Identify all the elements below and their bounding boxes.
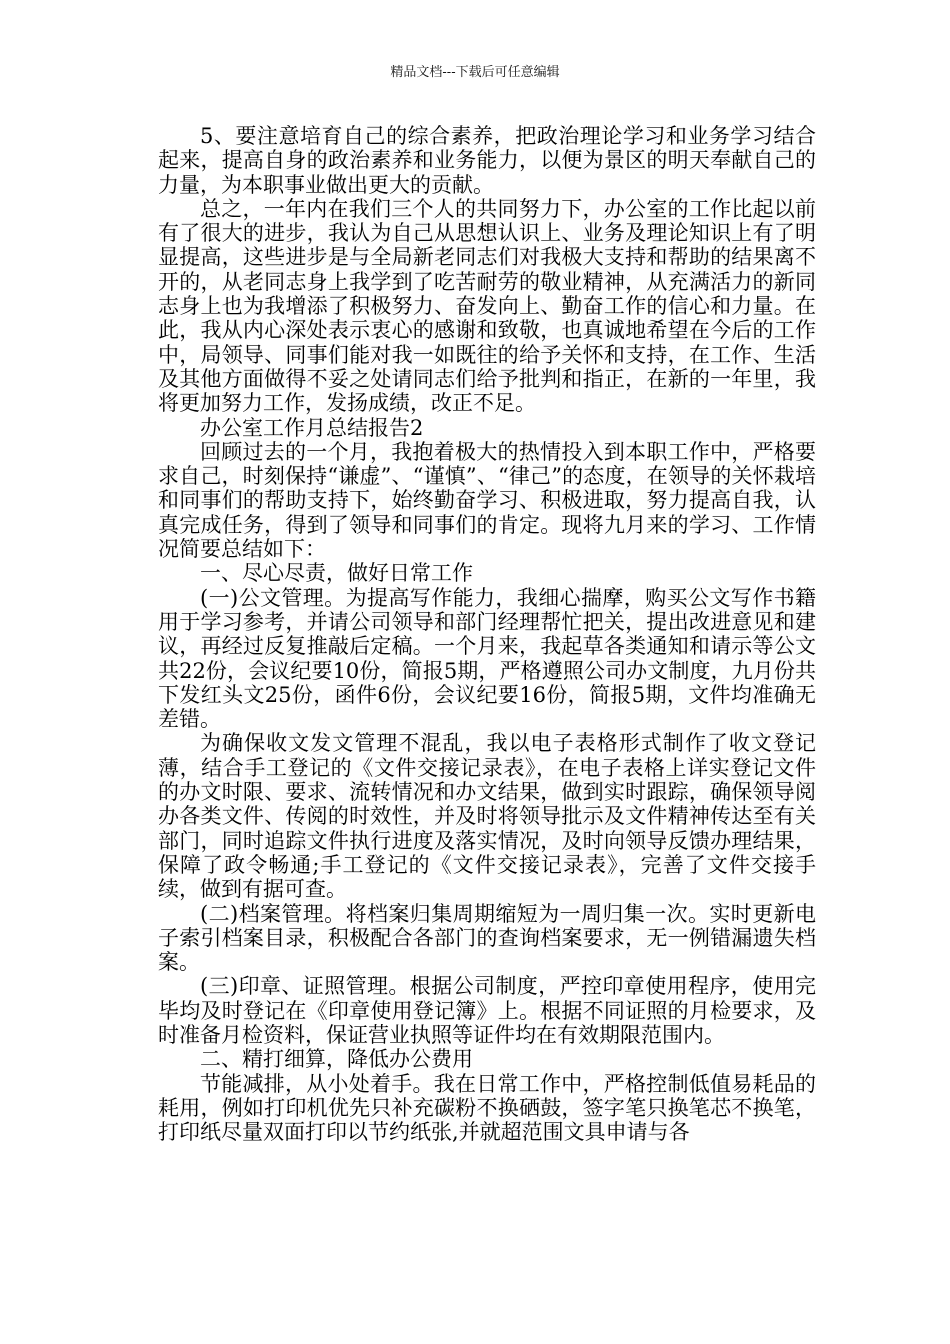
paragraph: 为确保收文发文管理不混乱，我以电子表格形式制作了收文登记薄，结合手工登记的《文件交接记录表》，在电子表格上详实登记文件的办文时限、要求、流转情况和办文结果，做到实时跟踪，确保领导阅办各类文件、传阅的时效性，并及时将领导批示及文件精神传达至有关部门，同时追踪文件执行进度及落实情况，及时向领导反馈办理结果，保障了政令畅通;手工登记的《文件交接记录表》，完善了文件交接手续，做到有据可查。	[158, 731, 816, 902]
section-title: 办公室工作月总结报告2	[200, 415, 424, 440]
section-heading: 二、精打细算，降低办公费用	[200, 1047, 473, 1072]
paragraph: 回顾过去的一个月，我抱着极大的热情投入到本职工作中，严格要求自己，时刻保持“谦虚”、“谨慎”、“律己”的态度，在领导的关怀栽培和同事们的帮助支持下，始终勤奋学习、积极进取，努力提高自我，认真完成任务，得到了领导和同事们的肯定。现将九月来的学习、工作情况简要总结如下：	[158, 439, 816, 562]
paragraph: (二)档案管理。将档案归集周期缩短为一周归集一次。实时更新电子索引档案目录，积极配合各部门的查询档案要求，无一例错漏遗失档案。	[158, 901, 816, 975]
page-header: 精品文档---下载后可任意编辑	[390, 65, 560, 80]
document-body	[158, 124, 816, 1144]
paragraph: (三)印章、证照管理。根据公司制度，严控印章使用程序，使用完毕均及时登记在《印章使用登记簿》上。根据不同证照的月检要求，及时准备月检资料，保证营业执照等证件均在有效期限范围内。	[158, 974, 816, 1047]
paragraph: 节能减排，从小处着手。我在日常工作中，严格控制低值易耗品的耗用，例如打印机优先只补充碳粉不换硒鼓，签字笔只换笔芯不换笔，打印纸尽量双面打印以节约纸张,并就超范围文具申请与各	[158, 1071, 816, 1145]
paragraph: (一)公文管理。为提高写作能力，我细心揣摩，购买公文写作书籍用于学习参考，并请公司领导和部门经理帮忙把关，提出改进意见和建议，再经过反复推敲后定稿。一个月来，我起草各类通知和请示等公文共22份，会议纪要10份，简报5期，严格遵照公司办文制度，九月份共下发红头文25份，函件6份，会议纪要16份，简报5期，文件均准确无差错。	[158, 585, 816, 732]
paragraph: 总之，一年内在我们三个人的共同努力下，办公室的工作比起以前有了很大的进步，我认为自己从思想认识上、业务及理论知识上有了明显提高，这些进步是与全局新老同志们对我极大支持和帮助的结果离不开的，从老同志身上我学到了吃苦耐劳的敬业精神，从充满活力的新同志身上也为我增添了积极努力、奋发向上、勤奋工作的信心和力量。在此，我从内心深处表示衷心的感谢和致敬，也真诚地希望在今后的工作中，局领导、同事们能对我一如既往的给予关怀和支持，在工作、生活及其他方面做得不妥之处请同志们给予批判和指正，在新的一年里，我将更加努力工作，发扬成绩，改正不足。	[158, 196, 816, 416]
section-heading: 一、尽心尽责，做好日常工作	[200, 561, 473, 586]
paragraph: 5、要注意培育自己的综合素养，把政治理论学习和业务学习结合起来，提高自身的政治素养和业务能力，以便为景区的明天奉献自己的力量，为本职事业做出更大的贡献。	[158, 124, 816, 197]
